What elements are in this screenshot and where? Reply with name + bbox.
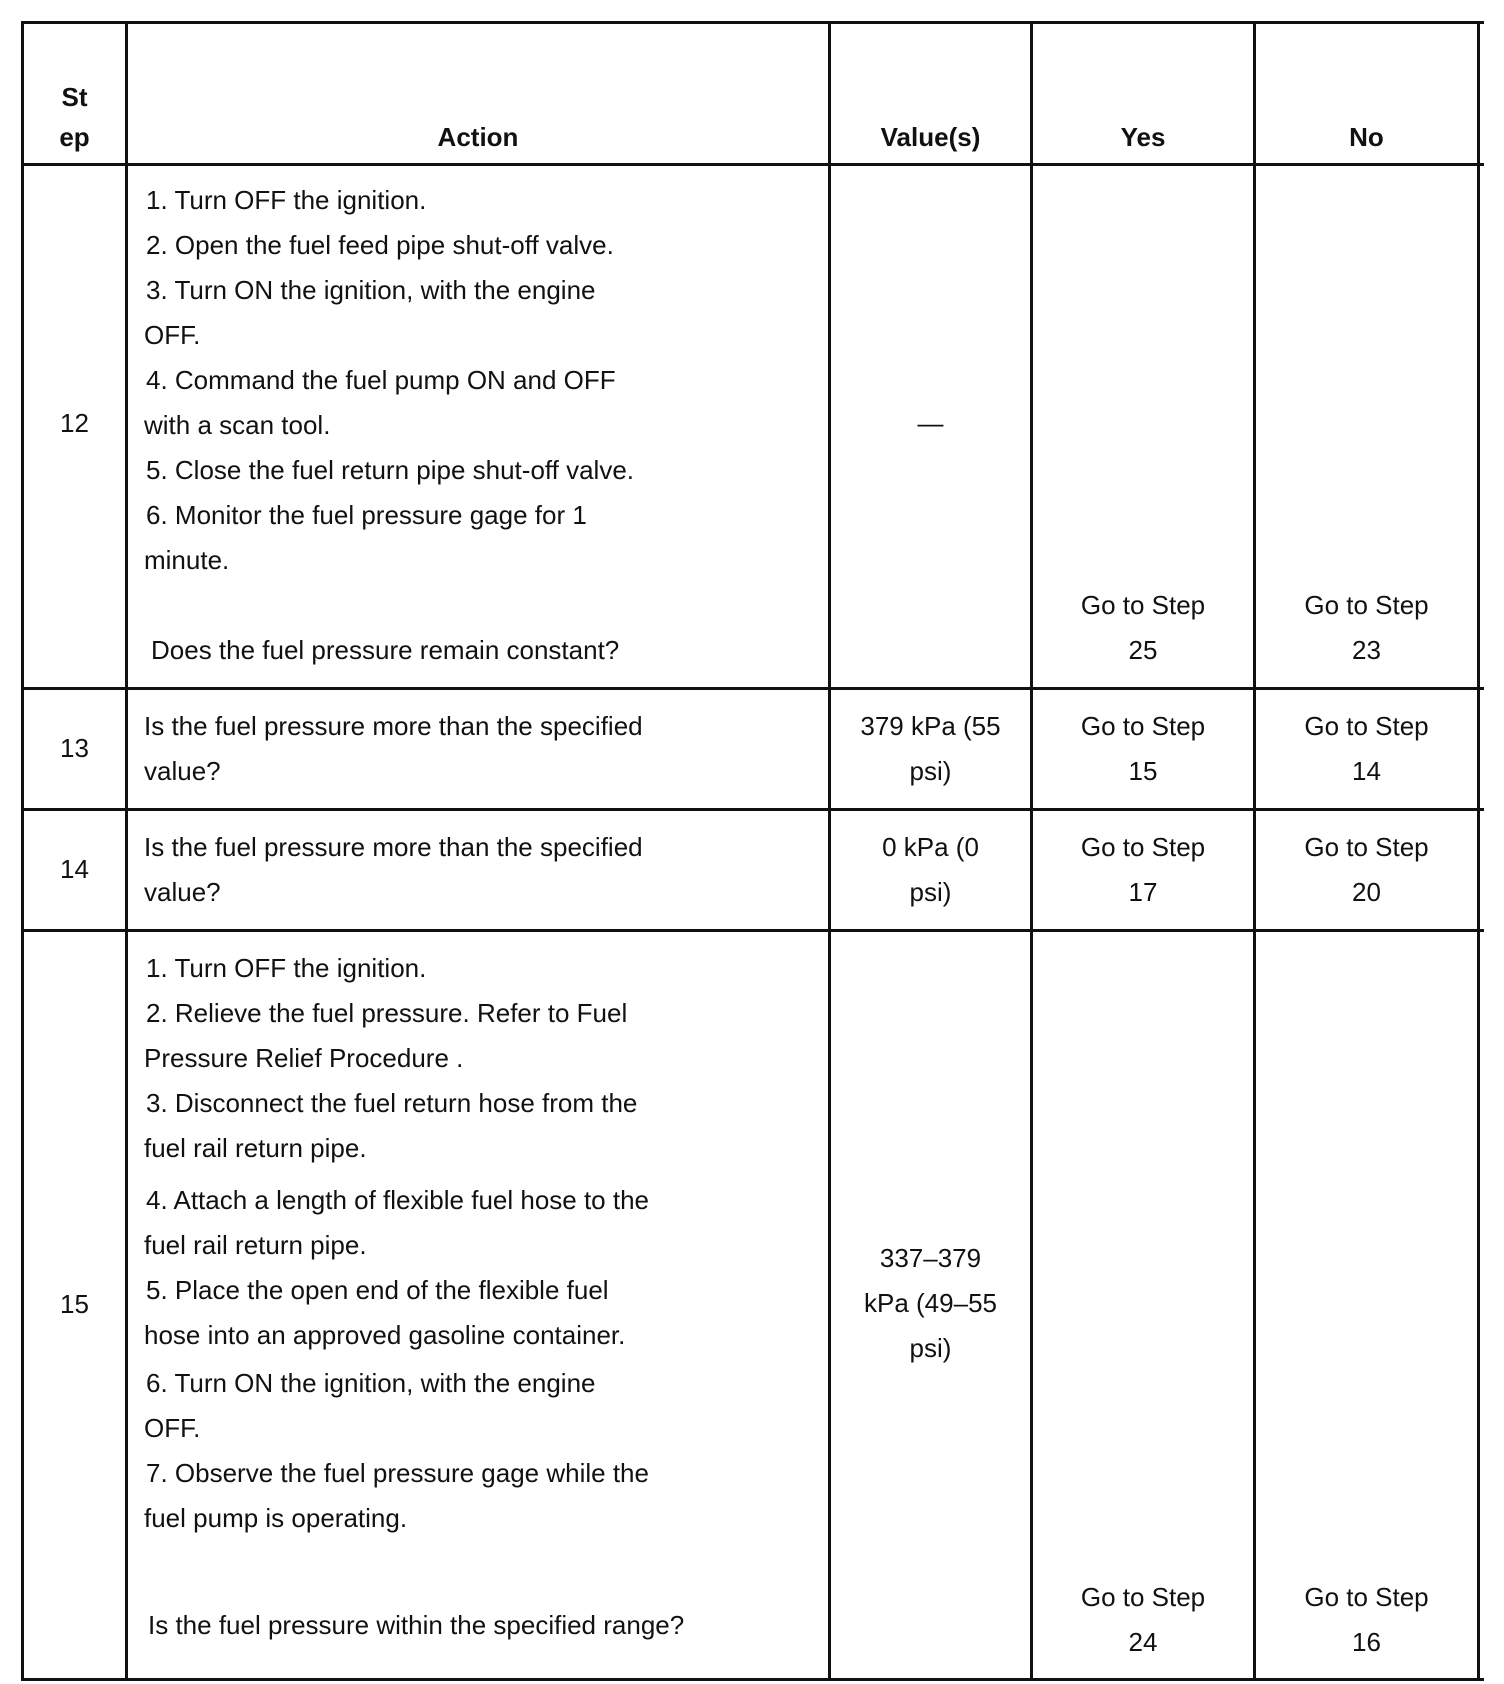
action-line: Is the fuel pressure more than the specified — [144, 711, 643, 741]
header-divider — [21, 163, 1484, 166]
table-border-right — [1477, 21, 1480, 1681]
header-action: Action — [437, 122, 519, 152]
step-number: 15 — [60, 1289, 89, 1319]
action-line: 1. Turn OFF the ignition. — [146, 953, 427, 983]
action-question: Does the fuel pressure remain constant? — [151, 635, 620, 665]
action-question: Is the fuel pressure within the specified range? — [148, 1610, 685, 1640]
no-cell-line2: 23 — [1352, 635, 1381, 665]
action-line: Pressure Relief Procedure . — [144, 1043, 464, 1073]
action-line: OFF. — [144, 1413, 201, 1443]
action-line: 4. Attach a length of flexible fuel hose to the — [146, 1185, 650, 1215]
action-line: 3. Turn ON the ignition, with the engine — [146, 275, 596, 305]
table-border-bottom — [21, 1678, 1484, 1681]
value-cell-line1: 337–379 — [879, 1243, 982, 1273]
header-yes: Yes — [1120, 122, 1166, 152]
action-line: 4. Command the fuel pump ON and OFF — [146, 365, 616, 395]
yes-cell-line2: 25 — [1128, 635, 1158, 665]
no-cell-line1: Go to Step — [1304, 1582, 1429, 1612]
column-divider — [125, 21, 128, 1681]
action-line: with a scan tool. — [144, 410, 331, 440]
action-line: 5. Close the fuel return pipe shut-off valve. — [146, 455, 635, 485]
yes-cell-line1: Go to Step — [1080, 1582, 1206, 1612]
value-cell-line2: psi) — [909, 877, 952, 907]
action-line: value? — [144, 756, 221, 786]
yes-cell-line1: Go to Step — [1080, 590, 1206, 620]
action-line: 2. Relieve the fuel pressure. Refer to Fuel — [146, 998, 628, 1028]
no-cell-line1: Go to Step — [1304, 590, 1429, 620]
row-divider — [21, 687, 1484, 690]
yes-cell-line2: 24 — [1128, 1627, 1158, 1657]
action-line: 2. Open the fuel feed pipe shut-off valve. — [146, 230, 614, 260]
action-line: minute. — [144, 545, 230, 575]
action-line: 3. Disconnect the fuel return hose from the — [146, 1088, 638, 1118]
yes-cell-line2: 15 — [1128, 756, 1158, 786]
action-line: fuel rail return pipe. — [144, 1133, 367, 1163]
no-cell-line1: Go to Step — [1304, 832, 1429, 862]
step-number: 14 — [60, 854, 89, 884]
value-cell-line3: psi) — [909, 1333, 952, 1363]
yes-cell-line1: Go to Step — [1080, 832, 1206, 862]
no-cell-line2: 14 — [1352, 756, 1381, 786]
action-line: 7. Observe the fuel pressure gage while the — [146, 1458, 649, 1488]
yes-cell-line2: 17 — [1128, 877, 1158, 907]
no-cell-line2: 16 — [1352, 1627, 1381, 1657]
action-line: value? — [144, 877, 221, 907]
yes-cell-line1: Go to Step — [1080, 711, 1206, 741]
row-divider — [21, 808, 1484, 811]
value-cell-line1: 379 kPa (55 — [860, 711, 1001, 741]
value-cell-line2: psi) — [909, 756, 952, 786]
action-line: fuel pump is operating. — [144, 1503, 408, 1533]
row-divider — [21, 929, 1484, 932]
table-border-top — [21, 21, 1484, 24]
value-cell-line2: kPa (49–55 — [864, 1288, 997, 1318]
header-step-line2: ep — [59, 122, 90, 152]
no-cell-line1: Go to Step — [1304, 711, 1429, 741]
action-line: OFF. — [144, 320, 201, 350]
header-no: No — [1349, 122, 1384, 152]
value-cell: — — [917, 408, 944, 438]
action-line: Is the fuel pressure more than the specified — [144, 832, 643, 862]
action-line: fuel rail return pipe. — [144, 1230, 367, 1260]
header-values: Value(s) — [880, 122, 981, 152]
value-cell-line1: 0 kPa (0 — [882, 832, 979, 862]
no-cell-line2: 20 — [1352, 877, 1381, 907]
action-line: hose into an approved gasoline container. — [144, 1320, 626, 1350]
step-number: 12 — [60, 408, 89, 438]
action-line: 5. Place the open end of the flexible fuel — [146, 1275, 609, 1305]
step-number: 13 — [60, 733, 89, 763]
action-line: 1. Turn OFF the ignition. — [146, 185, 427, 215]
action-line: 6. Monitor the fuel pressure gage for 1 — [146, 500, 587, 530]
header-step-line1: St — [61, 82, 88, 112]
action-line: 6. Turn ON the ignition, with the engine — [146, 1368, 596, 1398]
